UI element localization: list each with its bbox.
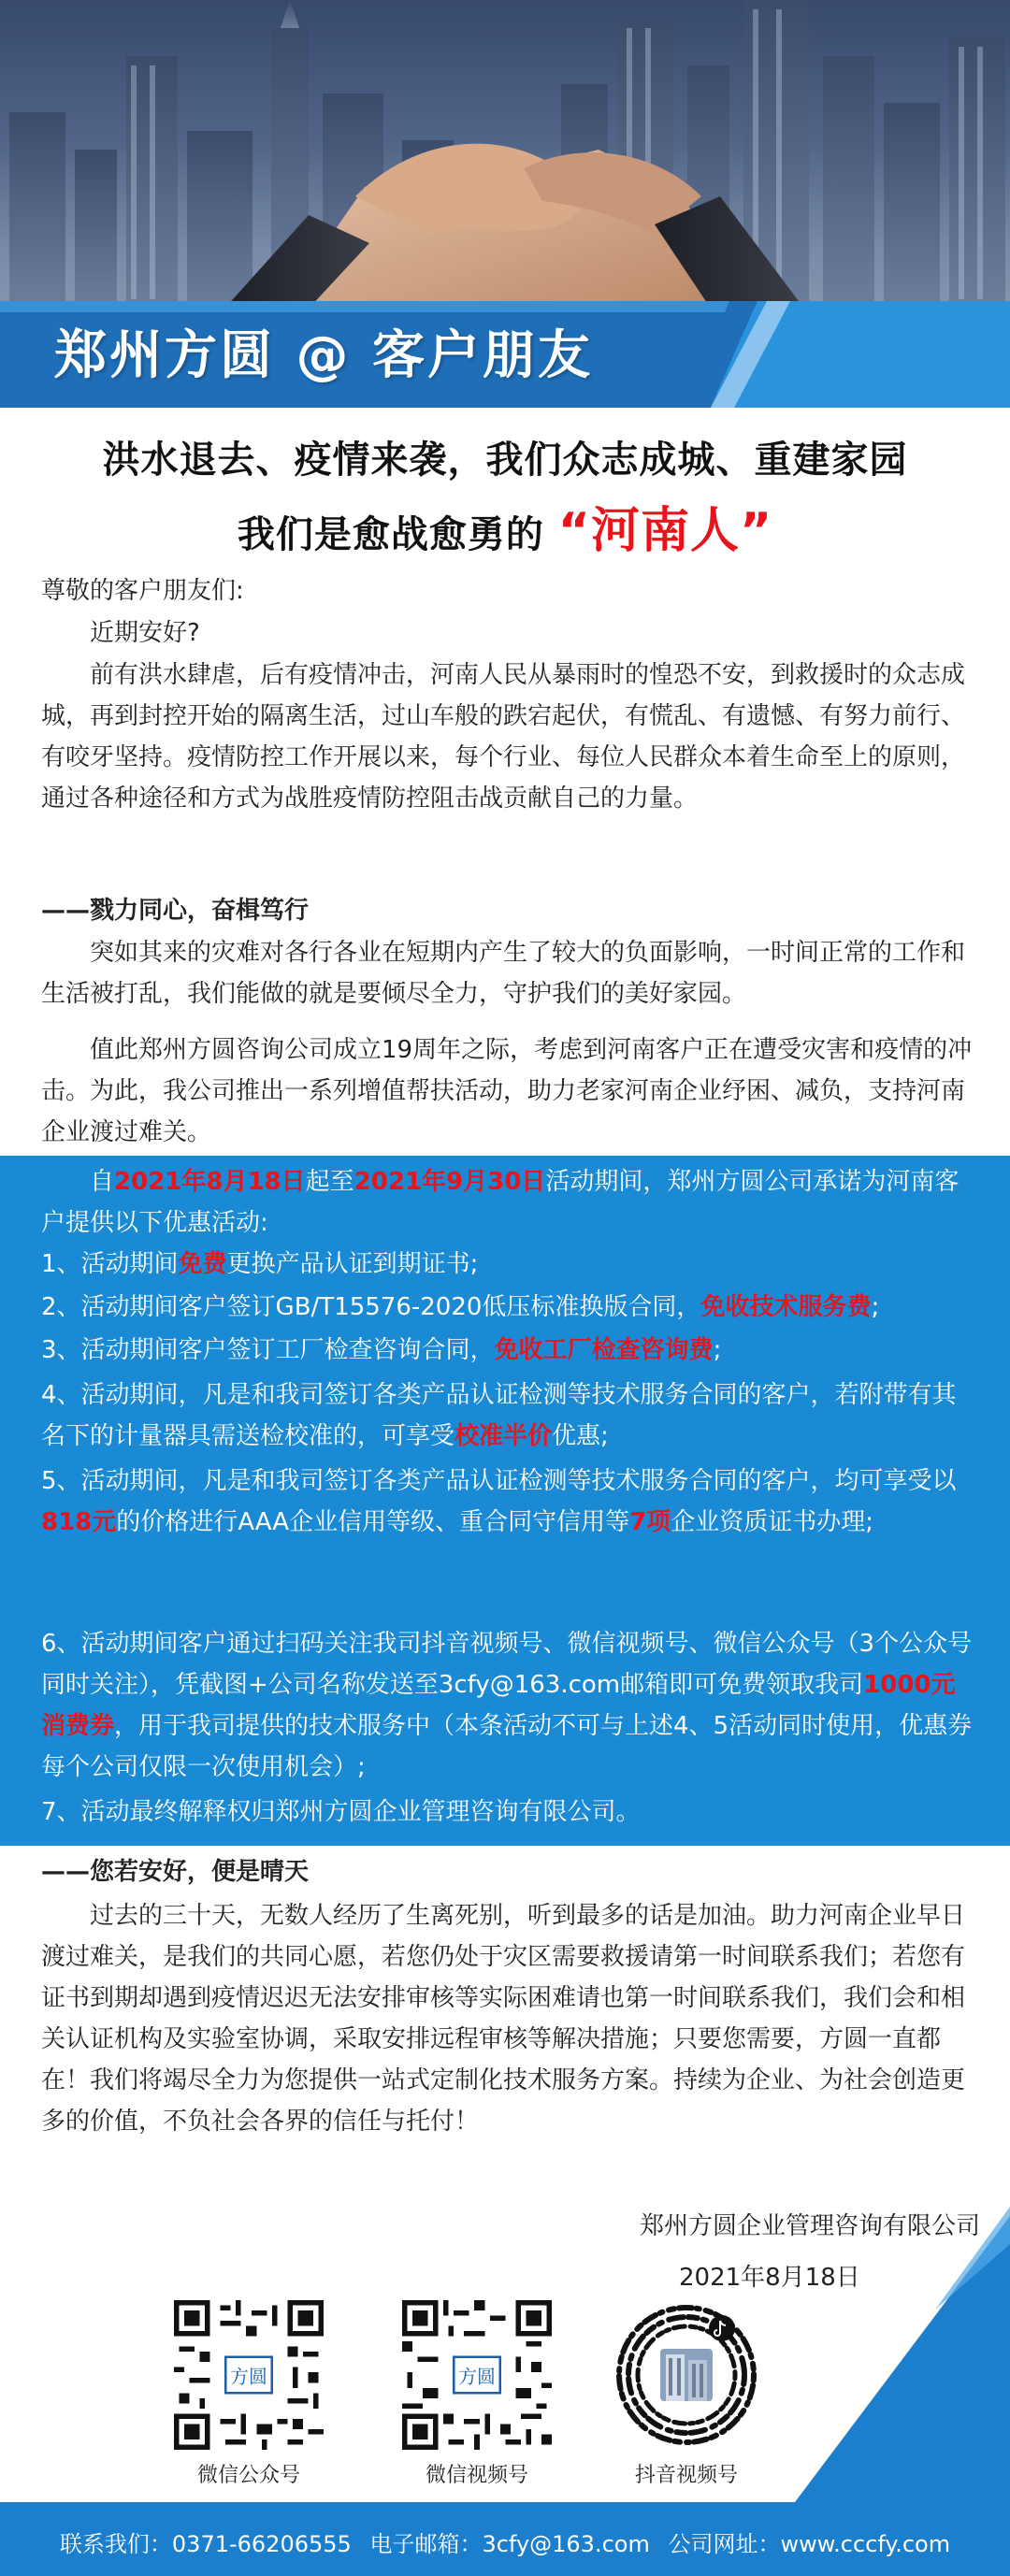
wechat-official-account-qr-icon[interactable] (174, 2300, 324, 2450)
promo-item-2 (41, 1287, 976, 1328)
footer-contact-info (0, 2526, 1010, 2558)
douyin-code-icon[interactable] (612, 2300, 761, 2450)
promo-item-2-highlight: 免收技术服务费 (700, 1293, 872, 1321)
closing-paragraph: 过去的三十天，无数人经历了生离死别，听到最多的话是加油。助力河南企业早日渡过难关，是我们的共同心愿，若您仍处于灾区需要救援请第一时间联系我们；若您有证书到期却遇到疫情迟迟无法安排审核等实际困难请也第一时间联系我们，我们会和相关认证机构及实验室协调，采取安排远程审核等解决措施；只要您需要，方圆一直都在！我们将竭尽全力为您提供一站式定制化技术服务方案。持续为企业、为社会创造更多的价值，不负社会各界的信任与托付！ (41, 1902, 966, 2136)
promo-item-5-price: 818元 (41, 1508, 117, 1536)
letter-paragraph-1: 前有洪水肆虐，后有疫情冲击，河南人民从暴雨时的惶恐不安，到救援时的众志成城，再到封控开始的隔离生活，过山车般的跌宕起伏，有慌乱、有遗憾、有努力前行、有咬牙坚持。疫情防控工作开展以来，每个行业、每位人民群众本着生命至上的原则，通过各种途径和方式为战胜疫情防控阻击战贡献自己的力量。 (41, 661, 966, 813)
promo-item-6-tail: ，用于我司提供的技术服务中（本条活动不可与上述4、5活动同时使用，优惠券每个公司仅限一次使用机会）; (41, 1712, 973, 1781)
promo-item-5 (41, 1461, 976, 1543)
signature-company: 郑州方圆企业管理咨询有限公司 (639, 2212, 980, 2240)
qr-label-douyin: 抖音视频号 (634, 2464, 738, 2487)
promo-intro-text-1: 自 (90, 1168, 115, 1196)
headline-highlight-henan: “河南人” (557, 503, 773, 559)
headline-line-2-prefix: 我们是愈战愈勇的 (237, 513, 544, 556)
signature-date: 2021年8月18日 (679, 2264, 860, 2292)
promo-item-2-text: 2、活动期间客户签订GB/T15576-2020低压标准换版合同， (41, 1293, 701, 1321)
promo-item-7: 7、活动最终解释权归郑州方圆企业管理咨询有限公司。 (41, 1798, 641, 1826)
promo-end-date: 2021年9月30日 (354, 1168, 546, 1196)
promo-item-1-text: 1、活动期间 (41, 1250, 179, 1278)
headline-line-2 (0, 491, 1010, 561)
promo-intro (41, 1161, 976, 1244)
promo-item-3-highlight: 免收工厂检查咨询费 (494, 1336, 714, 1364)
promo-item-4-tail: 优惠; (552, 1422, 609, 1450)
promo-item-4-highlight: 校准半价 (454, 1422, 553, 1450)
letter-paragraph-3: 值此郑州方圆咨询公司成立19周年之际，考虑到河南客户正在遭受灾害和疫情的冲击。为此，我公司推出一系列增值帮扶活动，助力老家河南企业纾困、减负，支持河南企业渡过难关。 (41, 1036, 973, 1146)
promo-item-3 (41, 1330, 976, 1371)
section-title-wellbeing: ——您若安好，便是晴天 (41, 1858, 310, 1886)
qr-logo-text: 方圆 (230, 2366, 267, 2388)
promo-item-4-text: 4、活动期间，凡是和我司签订各类产品认证检测等技术服务合同的客户，若附带有其名下的计量器具需送检校准的，可享受 (41, 1381, 957, 1450)
promo-item-3-tail: ; (713, 1336, 722, 1364)
promo-item-5-tail: 企业资质证书办理; (671, 1508, 873, 1536)
promo-intro-text-3: 活动期间，郑州方圆公司承诺为河南客户提供以下优惠活动: (41, 1168, 960, 1237)
promo-item-3-text: 3、活动期间客户签订工厂检查咨询合同， (41, 1336, 495, 1364)
promo-start-date: 2021年8月18日 (114, 1168, 306, 1196)
qr-label-wechat-video: 微信视频号 (425, 2464, 528, 2487)
letter-hello: 近期安好? (90, 619, 200, 647)
promo-item-1-highlight: 免费 (178, 1250, 227, 1278)
letter-greeting: 尊敬的客户朋友们: (41, 577, 244, 605)
promo-item-6-text: 6、活动期间客户通过扫码关注我司抖音视频号、微信视频号、微信公众号（3个公众号同时关注），凭截图+公司名称发送至3cfy@163.com邮箱即可免费领取我司 (41, 1630, 973, 1699)
footer-phone[interactable]: 联系我们：0371-66206555 (59, 2531, 352, 2557)
section-title-unity: ——戮力同心，奋楫笃行 (41, 897, 310, 925)
headline-line-1: 洪水退去、疫情来袭，我们众志成城、重建家园 (102, 439, 908, 482)
footer-email[interactable]: 电子邮箱：3cfy@163.com (369, 2531, 650, 2557)
promo-item-1 (41, 1244, 976, 1285)
promo-intro-text-2: 起至 (305, 1168, 354, 1196)
promo-item-6 (41, 1623, 976, 1788)
promo-item-4 (41, 1374, 976, 1457)
footer-website[interactable]: 公司网址：www.cccfy.com (668, 2531, 951, 2557)
letter-paragraph-2: 突如其来的灾难对各行各业在短期内产生了较大的负面影响，一时间正常的工作和生活被打乱，我们能做的就是要倾尽全力，守护我们的美好家园。 (41, 939, 966, 1008)
promo-item-1-tail: 更换产品认证到期证书; (226, 1250, 479, 1278)
wechat-video-account-qr-icon[interactable] (402, 2300, 552, 2450)
hero-title: 郑州方圆 @ 客户朋友 (54, 325, 593, 386)
city-skyline-illustration (0, 0, 1010, 309)
promo-item-6-coupon: 1000元消费券 (41, 1671, 956, 1740)
promo-item-5-text: 5、活动期间，凡是和我司签订各类产品认证检测等技术服务合同的客户，均可享受以 (41, 1467, 957, 1495)
footer-contact-bar (0, 2502, 1010, 2576)
promotion-block (0, 1156, 1010, 1846)
qr-logo-text: 方圆 (458, 2366, 496, 2388)
promo-item-5-count: 7项 (629, 1508, 671, 1536)
promo-item-5-text-2: 的价格进行AAA企业信用等级、重合同守信用等 (116, 1508, 630, 1536)
promo-item-2-tail: ; (871, 1293, 880, 1321)
qr-label-wechat-official: 微信公众号 (196, 2464, 300, 2487)
hero-banner-image (0, 0, 1010, 408)
